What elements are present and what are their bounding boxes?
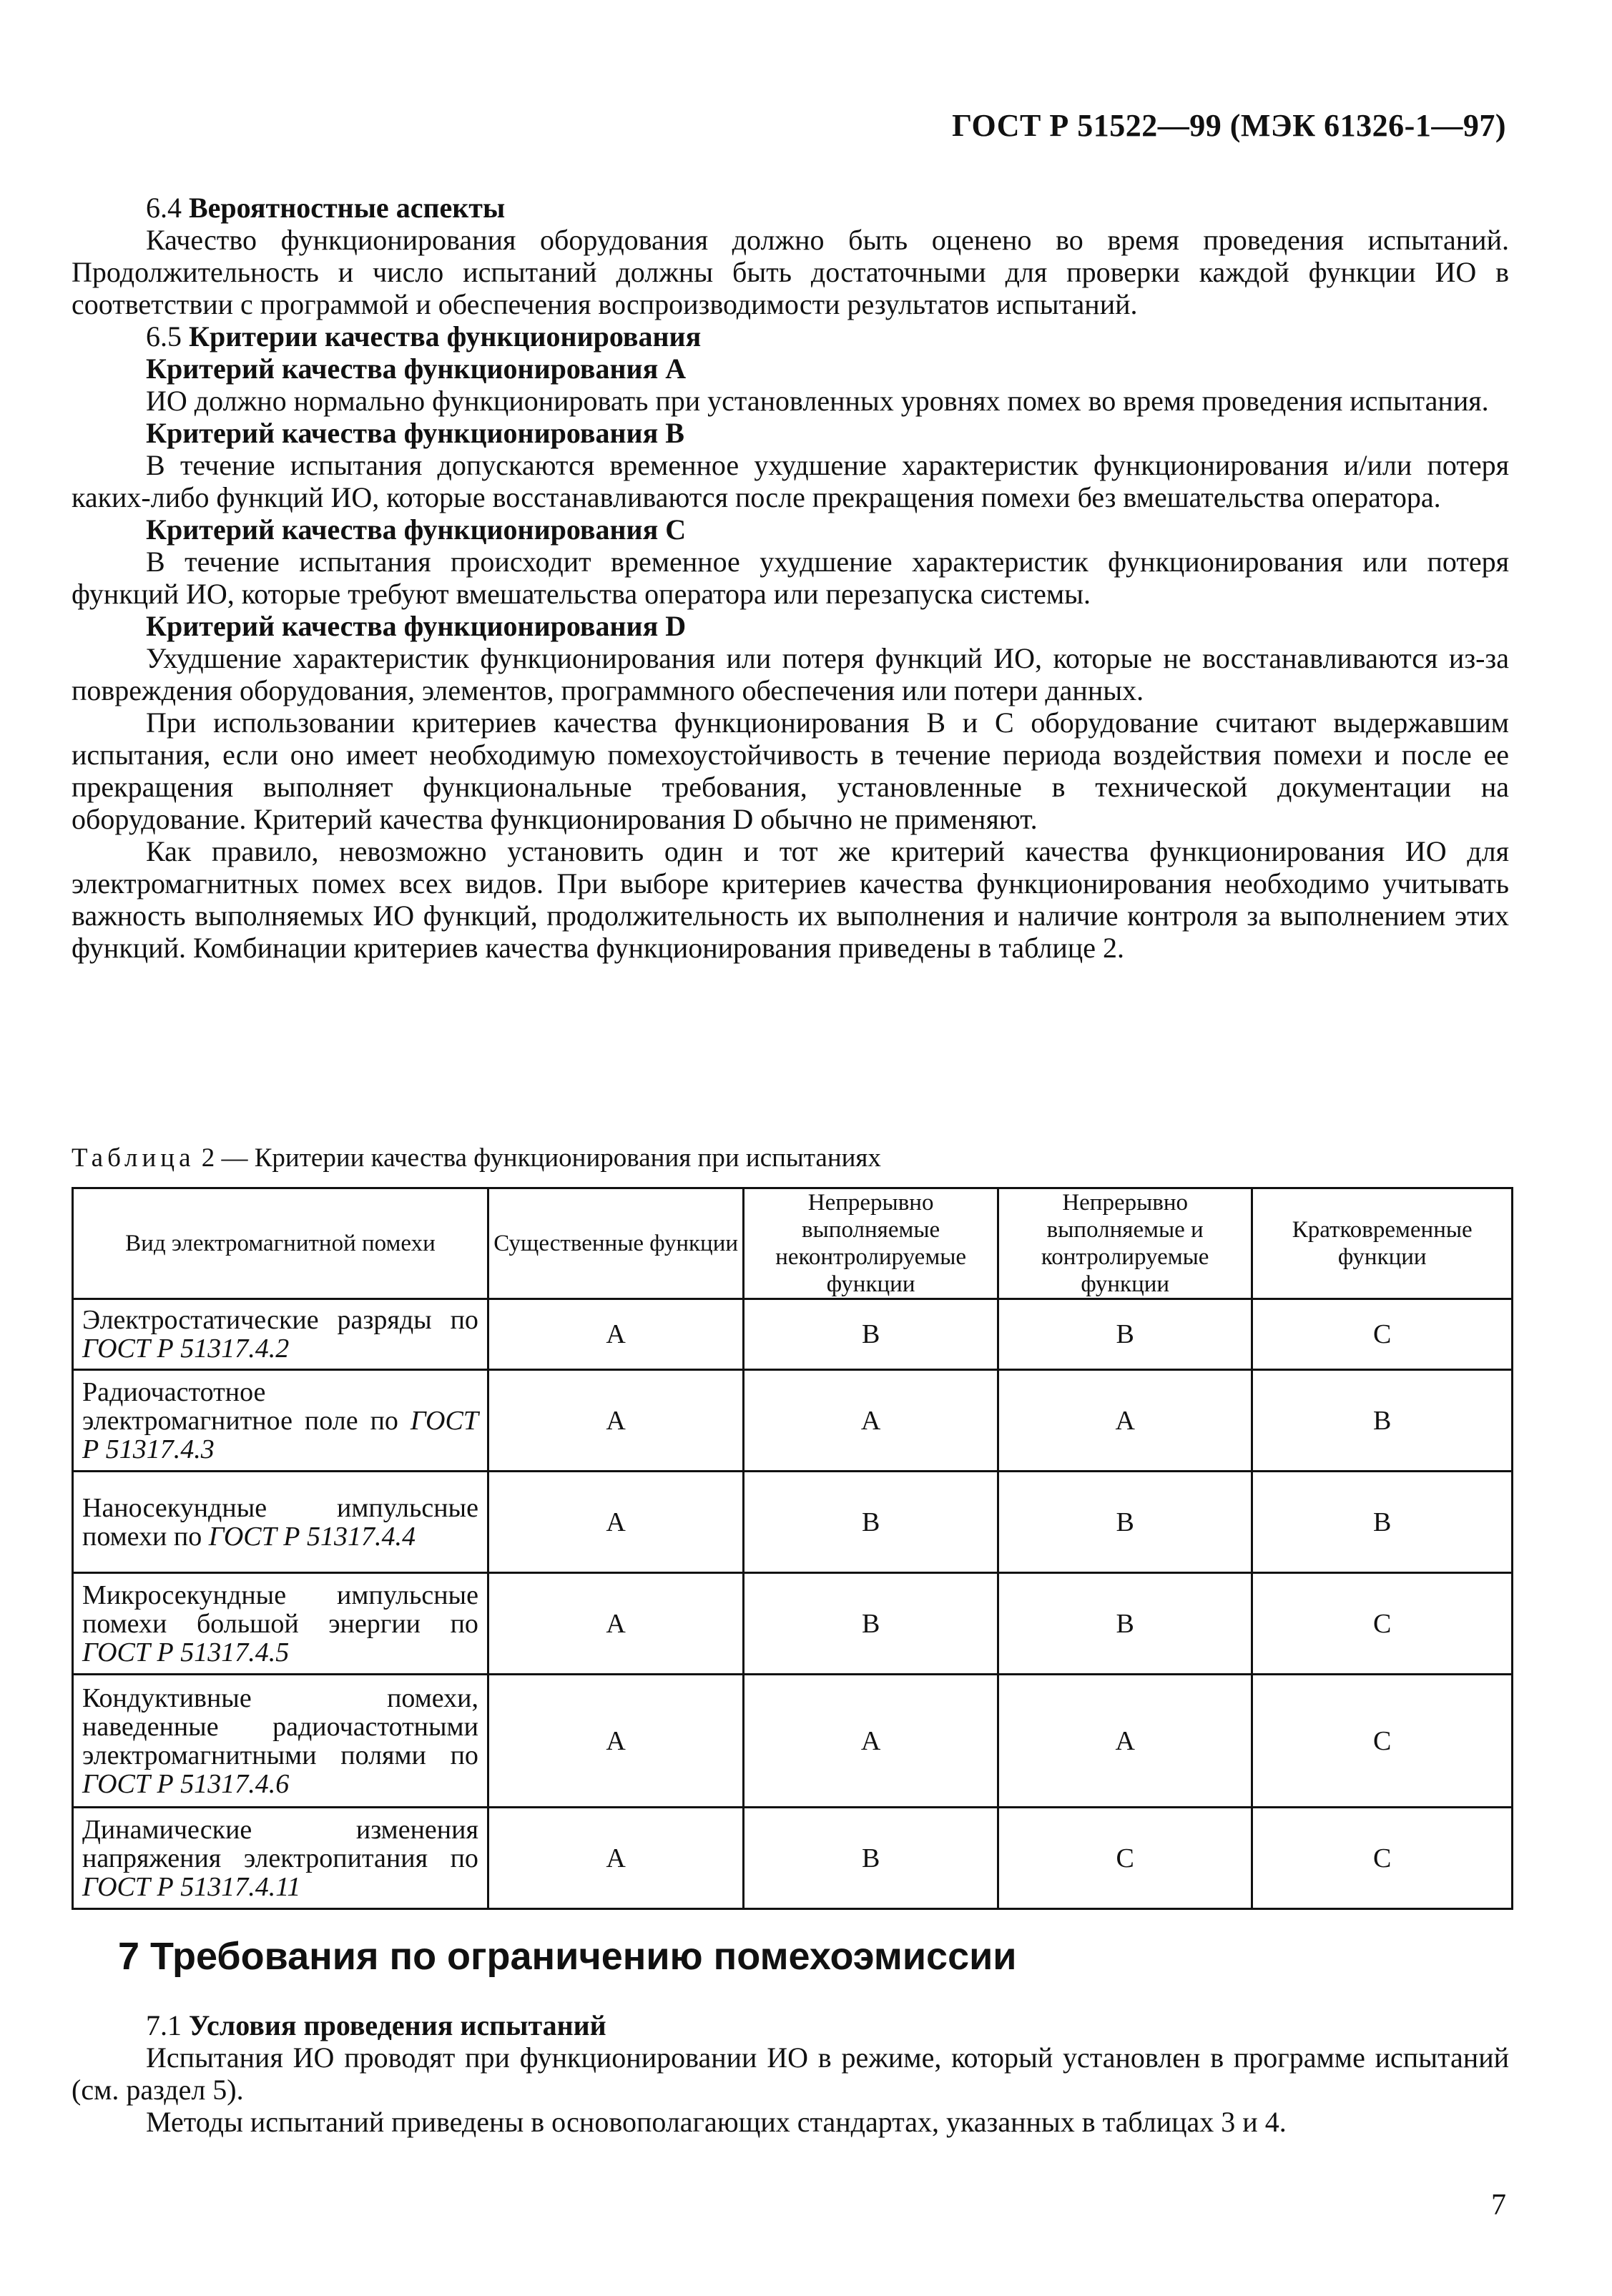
criterion-c-title: Критерий качества функционирования С: [146, 513, 687, 546]
criterion-cell: В: [744, 1299, 998, 1370]
criterion-cell: С: [1252, 1808, 1513, 1909]
disturbance-kind: Электростатические разряды по: [82, 1305, 478, 1335]
criterion-cell: В: [1252, 1370, 1513, 1472]
table-row: [73, 1472, 1513, 1573]
column-header: Непрерывно выполняемые и контролируемые функции: [998, 1188, 1252, 1299]
table-row: [73, 1808, 1513, 1909]
section-title: Критерии качества функционирования: [189, 320, 702, 353]
criterion-cell: В: [744, 1808, 998, 1909]
criterion-cell: В: [744, 1472, 998, 1573]
criterion-cell: С: [998, 1808, 1252, 1909]
criterion-cell: В: [1252, 1472, 1513, 1573]
standard-reference: ГОСТ Р 51317.4.6: [82, 1768, 290, 1799]
disturbance-kind-cell: [73, 1808, 488, 1909]
paragraph-criteria-usage: При использовании критериев качества функционирования В и С оборудование считают выдержавшим испытания, если оно имеет необходимую помехоустойчивость в течение периода воздействия помехи и после ее прекращения выполняет функциональные требования, установленные в технической документации на оборудование. Критерий качества функционирования D обычно не применяют.: [72, 706, 1509, 835]
standard-reference: ГОСТ Р 51317.4.2: [82, 1334, 290, 1364]
page-number: 7: [1491, 2189, 1506, 2222]
criterion-cell: А: [488, 1299, 743, 1370]
column-header: Кратковременные функции: [1252, 1188, 1513, 1299]
column-header: Вид электромагнитной помехи: [73, 1188, 488, 1299]
criterion-b-text: В течение испытания допускаются временное ухудшение характеристик функционирования и/или потеря каких-либо функций ИО, которые восстанавливаются после прекращения помехи без вмешательства оператора.: [72, 449, 1509, 513]
section-7-title: 7 Требования по ограничению помехоэмиссии: [118, 1935, 1017, 1978]
standard-reference: ГОСТ Р 51317.4.11: [82, 1871, 301, 1902]
column-header: Непрерывно выполняемые неконтролируемые функции: [744, 1188, 998, 1299]
sections-6-4-6-5: [72, 192, 1509, 964]
table-row: [73, 1573, 1513, 1675]
section-7-1-heading: [72, 2009, 1509, 2041]
section-7-1-paragraph: Испытания ИО проводят при функционировании ИО в режиме, который установлен в программе испытаний (см. раздел 5).: [72, 2041, 1509, 2106]
criterion-cell: В: [744, 1573, 998, 1675]
criteria-table: [72, 1187, 1513, 1910]
criterion-c-text: В течение испытания происходит временное ухудшение характеристик функционирования или потеря функций ИО, которые требуют вмешательства оператора или перезапуска системы.: [72, 546, 1509, 610]
criterion-cell: А: [998, 1370, 1252, 1472]
criterion-cell: А: [744, 1675, 998, 1808]
standard-reference: ГОСТ Р 51317.4.5: [82, 1637, 290, 1667]
criterion-cell: А: [998, 1675, 1252, 1808]
disturbance-kind-cell: [73, 1573, 488, 1675]
table-row: [73, 1675, 1513, 1808]
disturbance-kind-cell: [73, 1299, 488, 1370]
paragraph-criteria-combination: Как правило, невозможно установить один и тот же критерий качества функционирования ИО для электромагнитных помех всех видов. При выборе критериев качества функционирования необходимо учитывать важность выполняемых ИО функций, продолжительность их выполнения и наличие контроля за выполнением этих функций. Комбинации критериев качества функционирования приведены в таблице 2.: [72, 835, 1509, 964]
disturbance-kind: Микросекундные импульсные помехи большой энергии по: [82, 1580, 478, 1639]
criterion-cell: С: [1252, 1299, 1513, 1370]
criterion-a-title: Критерий качества функционирования А: [146, 353, 687, 385]
criterion-a-text: ИО должно нормально функционировать при установленных уровнях помех во время проведения испытания.: [146, 385, 1489, 417]
criterion-d-text: Ухудшение характеристик функционирования или потеря функций ИО, которые не восстанавливаются из-за повреждения оборудования, элементов, программного обеспечения или потери данных.: [72, 642, 1509, 706]
criterion-cell: С: [1252, 1573, 1513, 1675]
standard-reference: ГОСТ Р 51317.4.3: [82, 1405, 478, 1464]
disturbance-kind-cell: [73, 1370, 488, 1472]
section-number: 6.4: [146, 192, 182, 224]
disturbance-kind: Наносекундные импульсные помехи по: [82, 1492, 478, 1552]
section-number: 7.1: [146, 2009, 182, 2041]
table-label: Таблица: [72, 1143, 195, 1173]
standard-reference: ГОСТ Р 51317.4.4: [208, 1521, 416, 1552]
criterion-cell: В: [998, 1299, 1252, 1370]
disturbance-kind: Радиочастотное электромагнитное поле по: [82, 1376, 398, 1436]
criterion-cell: А: [744, 1370, 998, 1472]
section-6-4-text: Качество функционирования оборудования должно быть оценено во время проведения испытаний. Продолжительность и число испытаний должны быть достаточными для проверки каждой функции ИО в соответствии с программой и обеспечения воспроизводимости результатов испытаний.: [72, 224, 1509, 320]
disturbance-kind: Кондуктивные помехи, наведенные радиочастотными электромагнитными полями по: [82, 1682, 478, 1770]
table-header-row: [73, 1188, 1513, 1299]
table-row: [73, 1299, 1513, 1370]
table-row: [73, 1370, 1513, 1472]
disturbance-kind: Динамические изменения напряжения электропитания по: [82, 1814, 478, 1873]
section-7-1: [72, 2009, 1509, 2138]
criterion-cell: А: [488, 1573, 743, 1675]
disturbance-kind-cell: [73, 1472, 488, 1573]
criterion-cell: В: [998, 1472, 1252, 1573]
table-caption: [72, 1143, 881, 1173]
criterion-cell: С: [1252, 1675, 1513, 1808]
criterion-cell: В: [998, 1573, 1252, 1675]
document-designation: ГОСТ Р 51522—99 (МЭК 61326-1—97): [952, 108, 1506, 143]
criterion-cell: А: [488, 1675, 743, 1808]
criterion-cell: А: [488, 1370, 743, 1472]
section-title: Условия проведения испытаний: [189, 2009, 606, 2041]
criterion-b-title: Критерий качества функционирования В: [146, 417, 684, 449]
section-6-4-heading: [72, 192, 1509, 224]
criterion-d-title: Критерий качества функционирования D: [146, 610, 687, 642]
column-header: Существенные функции: [488, 1188, 743, 1299]
section-6-5-heading: [72, 320, 1509, 353]
table-caption-text: 2 — Критерии качества функционирования при испытаниях: [201, 1143, 881, 1173]
section-number: 6.5: [146, 320, 182, 353]
section-7-1-paragraph: Методы испытаний приведены в основополагающих стандартах, указанных в таблицах 3 и 4.: [146, 2106, 1287, 2138]
criterion-cell: А: [488, 1808, 743, 1909]
disturbance-kind-cell: [73, 1675, 488, 1808]
section-title: Вероятностные аспекты: [189, 192, 506, 224]
criterion-cell: А: [488, 1472, 743, 1573]
